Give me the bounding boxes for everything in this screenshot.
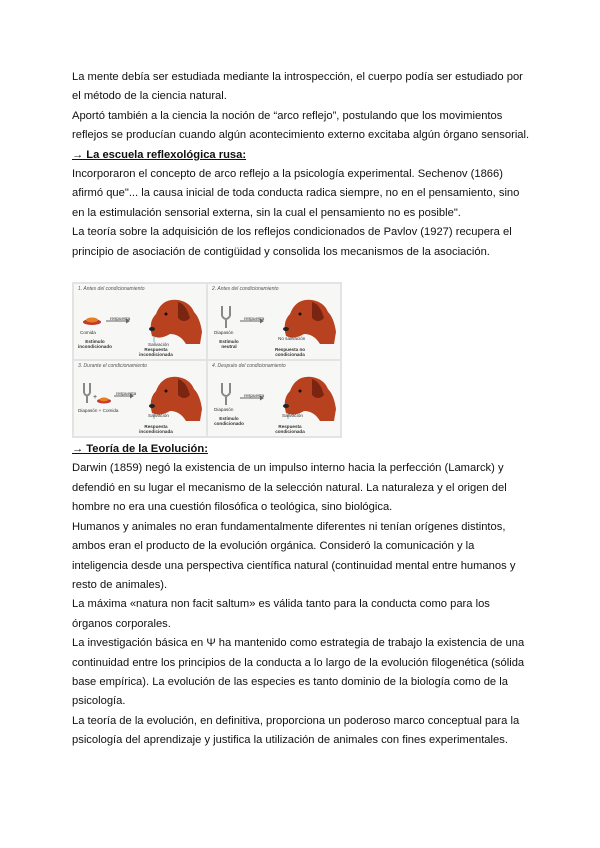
paragraph-darwin: Darwin (1859) negó la existencia de un impulso interno hacia la perfección (Lamarck) y defendió en su lugar el mecanismo de la selección natural. La naturaleza y el origen del hombre no era una cuestión filosófica o teológica, sino biológica. [72, 462, 507, 514]
paragraph-investigacion-basica: La investigación básica en Ψ ha mantenido como estrategia de trabajo la existencia de una continuidad entre los principios de la conducta a lo largo de la evolución filogenética (sólida base empírica). La evolución de las especies es tanto dominio de la biología como de la psicología. [72, 637, 525, 708]
figure-panel-4 [208, 361, 340, 436]
paragraph-arco-reflejo: Aportó también a la ciencia la noción de “arco reflejo”, postulando que los movimientos reflejos se producían cuando algún acontecimiento externo excitaba algún órgano sensorial. [72, 109, 530, 142]
panel-title: 2. Antes del condicionamiento [212, 286, 279, 293]
pavlov-conditioning-figure [72, 282, 342, 438]
heading-teoria-evolucion: → Teoría de la Evolución: [72, 443, 208, 456]
svg-text:+: + [93, 394, 98, 402]
output-label: Salivación [282, 413, 303, 419]
output-label: No salivación [278, 336, 306, 342]
panel-title: 4. Después del condicionamiento [212, 363, 286, 370]
panel-title: 1. Antes del condicionamiento [78, 286, 145, 293]
response-caption: Respuesta condicionada [275, 424, 305, 435]
output-label: Salivación [148, 413, 169, 419]
arrow-label: respuesta [116, 391, 137, 397]
stimulus-label: Diapasón [214, 407, 234, 413]
paragraph-pavlov: La teoría sobre la adquisición de los reflejos condicionados de Pavlov (1927) recupera el principio de asociación de contigüidad y consolida los mecanismos de la asociación. [72, 226, 512, 258]
paragraph-marco-conceptual: La teoría de la evolución, en definitiva, proporciona un poderoso marco conceptual para la psicología del aprendizaje y justifica la utilización de animales con fines experimentales. [72, 714, 520, 747]
panel-title: 3. Durante el condicionamiento [78, 363, 147, 370]
stimulus-caption: Estímulo condicionado [214, 416, 244, 427]
arrow-label: respuesta [110, 316, 131, 322]
response-caption: Respuesta incondicionada [139, 424, 173, 435]
stimulus-label: Diapasón [214, 330, 234, 336]
stimulus-caption: Estímulo incondicionado [78, 339, 112, 350]
paragraph-introspection: La mente debía ser estudiada mediante la introspección, el cuerpo podía ser estudiado por el método de la ciencia natural. [72, 71, 523, 103]
response-caption: Respuesta no condicionada [274, 347, 306, 358]
response-caption: Respuesta incondicionada [139, 347, 173, 358]
figure-panel-1 [74, 284, 206, 359]
paragraph-sechenov: Incorporaron el concepto de arco reflejo a la psicología experimental. Sechenov (1866) afirmó que"... la causa inicial de toda conducta radica siempre, no en el pensamiento, sino en la estimulación sensorial externa, sin la cual el pensamiento no es posible". [72, 168, 520, 219]
arrow-label: respuesta [244, 316, 265, 322]
stimulus-caption: Estímulo neutral [219, 339, 239, 350]
document-page [72, 68, 542, 751]
output-label: Salivación [148, 342, 169, 348]
arrow-label: respuesta [244, 393, 265, 399]
figure-panel-3 [74, 361, 206, 436]
paragraph-humanos-animales: Humanos y animales no eran fundamentalmente diferentes ni tenían orígenes distintos, ambos eran el producto de la evolución orgánica. Consideró la comunicación y la inteligencia desde una perspectiva científica natural (continuidad mental entre humanos y resto de animales). [72, 520, 516, 591]
heading-escuela-reflexologica: → La escuela reflexológica rusa: [72, 148, 247, 161]
figure-panel-2 [208, 284, 340, 359]
stimulus-label: Comida [80, 330, 96, 336]
paragraph-natura-non-facit: La máxima «natura non facit saltum» es válida tanto para la conducta como para los órganos corporales. [72, 598, 490, 630]
stimulus-label: Diapasón + Comida [78, 408, 119, 414]
